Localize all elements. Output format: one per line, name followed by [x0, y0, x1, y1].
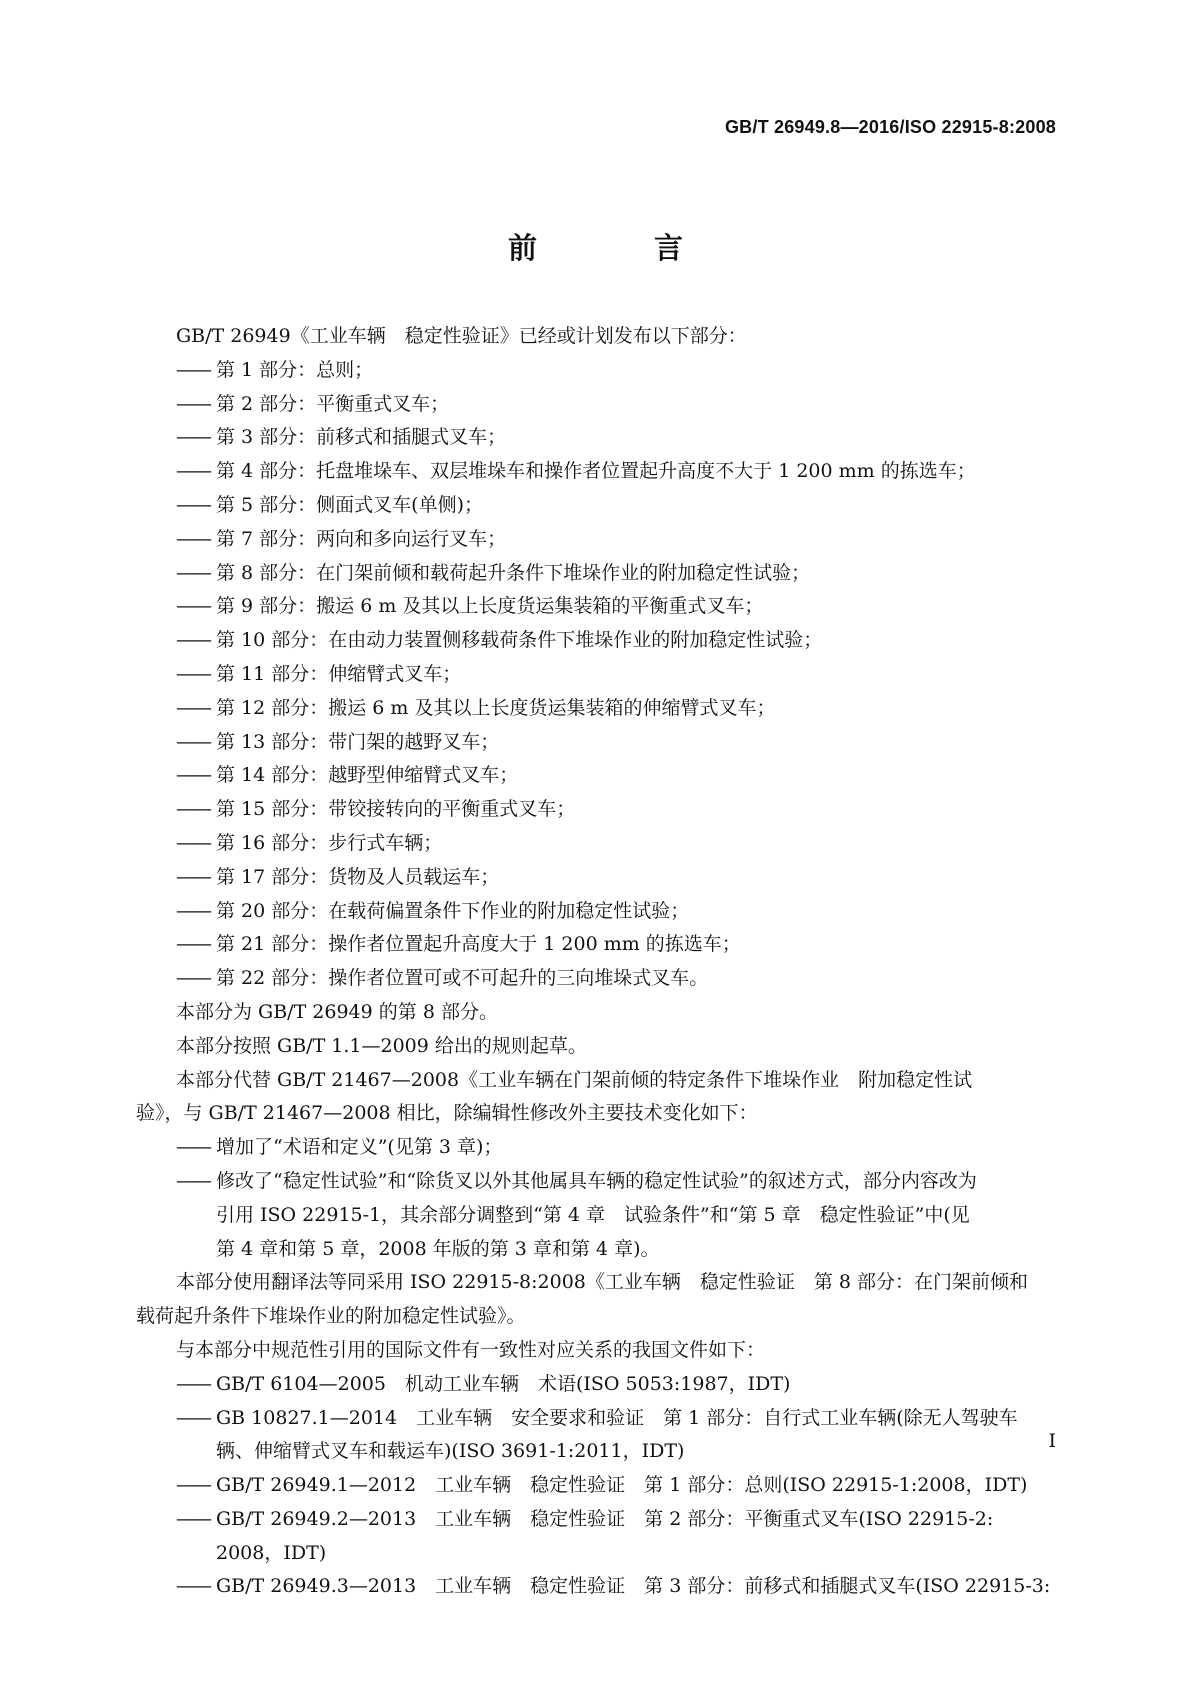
em-dash-marker: —— [176, 1372, 210, 1395]
reference-list-item-text: GB/T 6104—2005 机动工业车辆 术语(ISO 5053:1987，IDT) [216, 1372, 791, 1395]
part-list-item-text: 第 7 部分：两向和多向运行叉车； [216, 527, 507, 550]
reference-list-item-text: GB/T 26949.2—2013 工业车辆 稳定性验证 第 2 部分：平衡重式叉车(ISO 22915-2: [216, 1507, 994, 1530]
em-dash-marker: —— [176, 1507, 210, 1530]
part-list-item [176, 590, 1056, 624]
references-intro-paragraph: 与本部分中规范性引用的国际文件有一致性对应关系的我国文件如下： [176, 1338, 766, 1361]
part-list-item [176, 658, 1056, 692]
part-list-item [176, 624, 1056, 658]
intro-paragraph: GB/T 26949《工业车辆 稳定性验证》已经或计划发布以下部分： [176, 325, 747, 347]
page-number: I [1048, 1430, 1056, 1452]
em-dash-marker: —— [176, 493, 210, 516]
reference-list-item [176, 1570, 1056, 1604]
part-list-item [176, 421, 1056, 455]
em-dash-marker: —— [176, 899, 210, 922]
part-number-paragraph: 本部分为 GB/T 26949 的第 8 部分。 [176, 1000, 498, 1023]
translation-line: 载荷起升条件下堆垛作业的附加稳定性试验》。 [136, 1305, 526, 1328]
change-list-item: 第 4 章和第 5 章，2008 年版的第 3 章和第 4 章)。 [216, 1237, 660, 1260]
em-dash-marker: —— [176, 1169, 210, 1192]
change-list-item-text: 修改了“稳定性试验”和“除货叉以外其他属具车辆的稳定性试验”的叙述方式，部分内容改为 [216, 1169, 977, 1192]
em-dash-marker: —— [176, 831, 210, 854]
part-list-item [176, 692, 1056, 726]
em-dash-marker: —— [176, 561, 210, 584]
replacement-paragraph [136, 1064, 1056, 1132]
change-list-item: 引用 ISO 22915-1，其余部分调整到“第 4 章 试验条件”和“第 5 章 稳定性验证”中(见 [216, 1203, 970, 1226]
parts-list [176, 354, 1056, 996]
em-dash-marker: —— [176, 798, 210, 821]
replacement-line: 本部分代替 GB/T 21467—2008《工业车辆在门架前倾的特定条件下堆垛作业 附加稳定性试 [176, 1068, 973, 1091]
part-list-item-text: 第 8 部分：在门架前倾和载荷起升条件下堆垛作业的附加稳定性试验； [216, 561, 811, 584]
em-dash-marker: —— [176, 764, 210, 787]
part-list-item-text: 第 11 部分：伸缩臂式叉车； [216, 662, 462, 685]
part-list-item [176, 523, 1056, 557]
part-list-item [176, 455, 1056, 489]
part-list-item [176, 759, 1056, 793]
part-list-item-text: 第 14 部分：越野型伸缩臂式叉车； [216, 764, 519, 787]
replacement-line: 验》，与 GB/T 21467—2008 相比，除编辑性修改外主要技术变化如下： [136, 1102, 758, 1125]
part-list-item-text: 第 12 部分：搬运 6 m 及其以上长度货运集装箱的伸缩臂式叉车； [216, 696, 776, 719]
reference-list-item-text: GB/T 26949.1—2012 工业车辆 稳定性验证 第 1 部分：总则(ISO 22915-1:2008，IDT) [216, 1474, 1028, 1497]
part-list-item-text: 第 3 部分：前移式和插腿式叉车； [216, 426, 507, 449]
part-list-item [176, 354, 1056, 388]
part-list-item-text: 第 5 部分：侧面式叉车(单侧)； [216, 493, 483, 516]
em-dash-marker: —— [176, 1136, 210, 1159]
em-dash-marker: —— [176, 865, 210, 888]
em-dash-marker: —— [176, 629, 210, 652]
em-dash-marker: —— [176, 392, 210, 415]
change-list-item [176, 1165, 1056, 1199]
reference-list-item: 辆、伸缩臂式叉车和载运车)(ISO 3691-1:2011，IDT) [216, 1440, 685, 1463]
reference-list-item-text: GB 10827.1—2014 工业车辆 安全要求和验证 第 1 部分：自行式工业车辆(除无人驾驶车 [216, 1406, 1018, 1429]
em-dash-marker: —— [176, 1575, 210, 1598]
em-dash-marker: —— [176, 696, 210, 719]
part-list-item-text: 第 1 部分：总则； [216, 358, 374, 381]
part-list-item-text: 第 16 部分：步行式车辆； [216, 831, 443, 854]
part-list-item [176, 861, 1056, 895]
em-dash-marker: —— [176, 358, 210, 381]
part-list-item-text: 第 4 部分：托盘堆垛车、双层堆垛车和操作者位置起升高度不大于 1 200 mm 的拣选车； [216, 460, 976, 483]
part-list-item-text: 第 10 部分：在由动力装置侧移载荷条件下堆垛作业的附加稳定性试验； [216, 629, 823, 652]
em-dash-marker: —— [176, 967, 210, 990]
reference-list-item [176, 1503, 1056, 1537]
part-list-item [176, 793, 1056, 827]
part-list-item [176, 557, 1056, 591]
document-body [136, 320, 1056, 1604]
part-list-item-text: 第 9 部分：搬运 6 m 及其以上长度货运集装箱的平衡重式叉车； [216, 595, 764, 618]
em-dash-marker: —— [176, 730, 210, 753]
change-list-item-text: 增加了“术语和定义”(见第 3 章)； [216, 1136, 503, 1159]
part-list-item-text: 第 22 部分：操作者位置可或不可起升的三向堆垛式叉车。 [216, 967, 709, 990]
reference-list-item [176, 1368, 1056, 1402]
part-list-item-text: 第 15 部分：带铰接转向的平衡重式叉车； [216, 798, 576, 821]
reference-list-item [176, 1469, 1056, 1503]
part-list-item-text: 第 2 部分：平衡重式叉车； [216, 392, 450, 415]
drafting-rules-paragraph: 本部分按照 GB/T 1.1—2009 给出的规则起草。 [176, 1034, 587, 1057]
page-title: 前 言 [507, 231, 727, 265]
part-list-item-text: 第 13 部分：带门架的越野叉车； [216, 730, 500, 753]
translation-line: 本部分使用翻译法等同采用 ISO 22915-8:2008《工业车辆 稳定性验证 第 8 部分：在门架前倾和 [176, 1271, 1029, 1294]
part-list-item [176, 827, 1056, 861]
reference-list-item: 2008，IDT) [216, 1541, 327, 1564]
part-list-item [176, 928, 1056, 962]
standard-code-header: GB/T 26949.8—2016/ISO 22915-8:2008 [724, 117, 1056, 137]
em-dash-marker: —— [176, 662, 210, 685]
part-list-item-text: 第 17 部分：货物及人员载运车； [216, 865, 500, 888]
part-list-item [176, 895, 1056, 929]
em-dash-marker: —— [176, 1406, 210, 1429]
part-list-item-text: 第 20 部分：在载荷偏置条件下作业的附加稳定性试验； [216, 899, 690, 922]
change-list-item [176, 1131, 1056, 1165]
em-dash-marker: —— [176, 527, 210, 550]
em-dash-marker: —— [176, 595, 210, 618]
changes-list [176, 1131, 1056, 1266]
part-list-item [176, 726, 1056, 760]
part-list-item [176, 489, 1056, 523]
reference-list-item-text: GB/T 26949.3—2013 工业车辆 稳定性验证 第 3 部分：前移式和插腿式叉车(ISO 22915-3: [216, 1575, 1051, 1598]
part-list-item-text: 第 21 部分：操作者位置起升高度大于 1 200 mm 的拣选车； [216, 933, 741, 956]
part-list-item [176, 388, 1056, 422]
reference-list-item [176, 1402, 1056, 1436]
em-dash-marker: —— [176, 460, 210, 483]
part-list-item [176, 962, 1056, 996]
em-dash-marker: —— [176, 1474, 210, 1497]
em-dash-marker: —— [176, 933, 210, 956]
translation-paragraph [136, 1266, 1056, 1334]
em-dash-marker: —— [176, 426, 210, 449]
references-list [176, 1368, 1056, 1605]
